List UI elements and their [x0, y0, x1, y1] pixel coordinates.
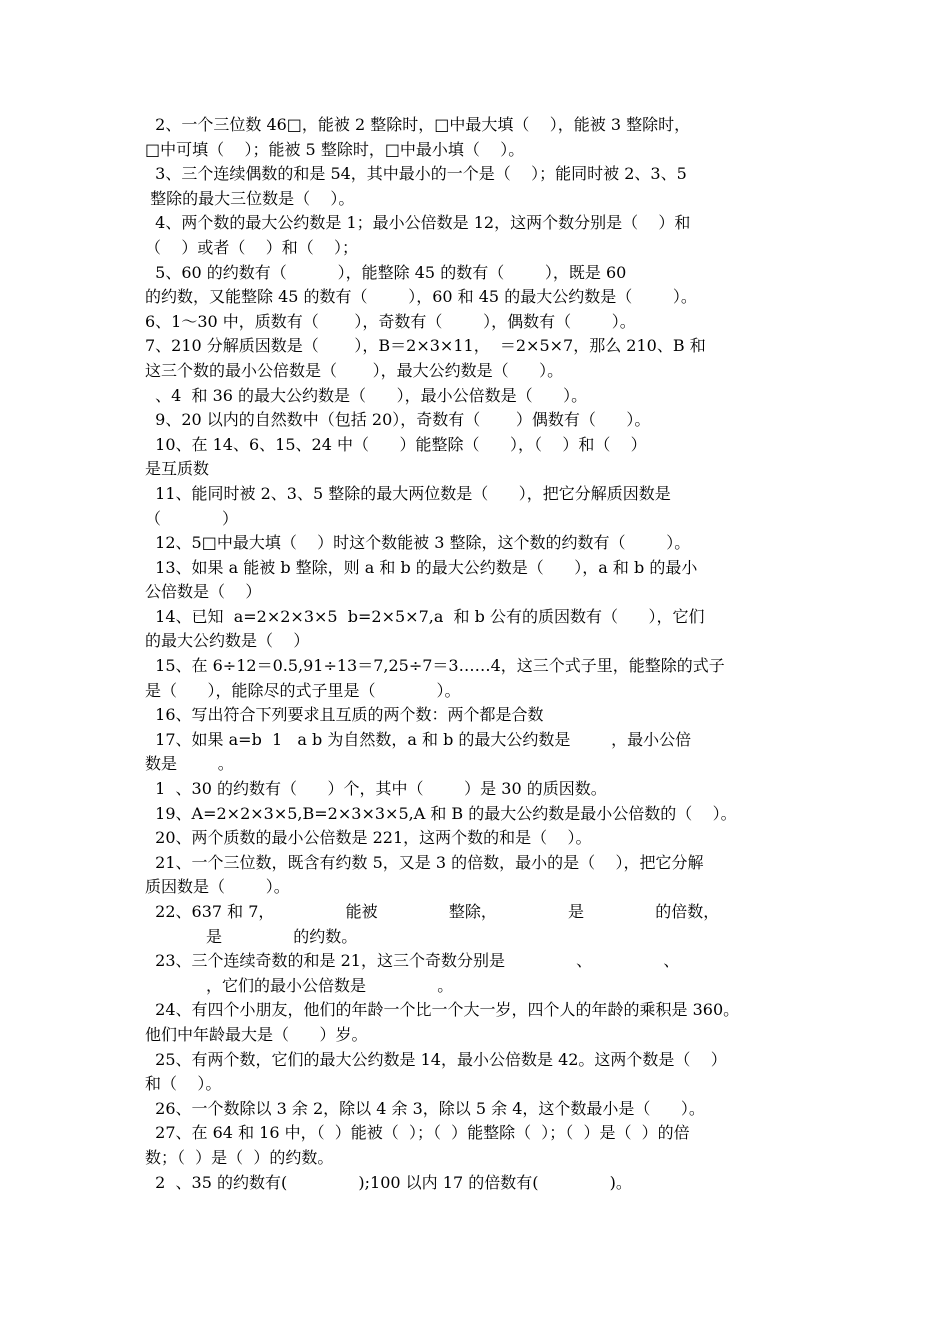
- text-line: 7、210 分解质因数是（ ），B＝2×3×11， ＝2×5×7，那么 210、B 和: [145, 336, 706, 356]
- text-line: 2 、35 的约数有( );100 以内 17 的倍数有( )。: [145, 1172, 632, 1192]
- text-line: 13、如果 a 能被 b 整除，则 a 和 b 的最大公约数是（ ），a 和 b 的最小: [145, 557, 698, 577]
- text-line: 是 的约数。: [145, 926, 358, 946]
- text-line: 27、在 64 和 16 中，（ ）能被（ ）；（ ）能整除（ ）；（ ）是（ ）的倍: [145, 1123, 690, 1143]
- text-line: 的约数，又能整除 45 的数有（ ），60 和 45 的最大公约数是（ ）。: [145, 287, 697, 307]
- text-line: 19、A=2×2×3×5,B=2×3×3×5,A 和 B 的最大公约数是最小公倍数的（ ）。: [145, 803, 737, 823]
- text-line: 6、1～30 中，质数有（ ），奇数有（ ），偶数有（ ）。: [145, 311, 636, 331]
- text-line: 这三个数的最小公倍数是（ ），最大公约数是（ ）。: [145, 360, 564, 380]
- text-line: 数是 。: [145, 754, 234, 774]
- text-line: 2、一个三位数 46□，能被 2 整除时，□中最大填（ ），能被 3 整除时，: [145, 115, 691, 134]
- text-line: 是互质数: [145, 459, 210, 479]
- text-line: 11、能同时被 2、3、5 整除的最大两位数是（ ），把它分解质因数是: [145, 483, 671, 503]
- text-line: 20、两个质数的最小公倍数是 221，这两个数的和是（ ）。: [145, 828, 592, 848]
- text-line: 10、在 14、6、15、24 中（ ）能整除（ ），（ ）和（ ）: [145, 434, 647, 454]
- exercise-list: [145, 113, 810, 1195]
- text-line: 是（ ），能除尽的式子里是（ ）。: [145, 680, 461, 700]
- text-line: 5、60 的约数有（ ），能整除 45 的数有（ ），既是 60: [145, 262, 627, 282]
- text-line: 3、三个连续偶数的和是 54，其中最小的一个是（ ）；能同时被 2、3、5: [145, 164, 687, 184]
- text-line: 21、一个三位数，既含有约数 5，又是 3 的倍数，最小的是（ ），把它分解: [145, 852, 704, 872]
- text-line: 、4 和 36 的最大公约数是（ ），最小公倍数是（ ）。: [145, 385, 588, 405]
- text-line: ，它们的最小公倍数是 。: [145, 975, 454, 995]
- text-line: 26、一个数除以 3 余 2，除以 4 余 3，除以 5 余 4，这个数最小是（ ）。: [145, 1098, 705, 1118]
- text-line: 23、三个连续奇数的和是 21，这三个奇数分别是 、 、: [145, 951, 680, 971]
- text-line: （ ）: [145, 508, 239, 528]
- text-line: 14、已知 a=2×2×3×5 b=2×5×7,a 和 b 公有的质因数有（ ），它们: [145, 606, 705, 626]
- text-line: 质因数是（ ）。: [145, 877, 290, 897]
- text-line: 公倍数是（ ）: [145, 582, 262, 602]
- text-line: 和（ ）。: [145, 1074, 222, 1094]
- text-line: 4、两个数的最大公约数是 1；最小公倍数是 12，这两个数分别是（ ）和: [145, 213, 691, 233]
- text-line: 12、5□中最大填（ ）时这个数能被 3 整除，这个数的约数有（ ）。: [145, 533, 691, 553]
- text-line: 的最大公约数是（ ）: [145, 631, 310, 651]
- text-line: 17、如果 a=b 1 a b 为自然数，a 和 b 的最大公约数是 ，最小公倍: [145, 729, 692, 749]
- text-line: （ ）或者（ ）和（ ）；: [145, 237, 359, 257]
- text-line: 22、637 和 7， 能被 整除， 是 的倍数，: [145, 902, 720, 921]
- text-line: 16、写出符合下列要求且互质的两个数：两个都是合数: [145, 705, 544, 725]
- text-line: 他们中年龄最大是（ ）岁。: [145, 1024, 368, 1044]
- text-line: 25、有两个数，它们的最大公约数是 14，最小公倍数是 42。这两个数是（ ）: [145, 1049, 727, 1069]
- text-line: 9、20 以内的自然数中（包括 20），奇数有（ ）偶数有（ ）。: [145, 410, 651, 430]
- text-line: 15、在 6÷12＝0.5,91÷13＝7,25÷7＝3……4，这三个式子里，能整除的式子: [145, 656, 725, 676]
- text-line: 1 、30 的约数有（ ）个，其中（ ）是 30 的质因数。: [145, 779, 607, 799]
- text-line: □中可填（ ）；能被 5 整除时，□中最小填（ ）。: [145, 139, 525, 159]
- text-line: 数；（ ）是（ ）的约数。: [145, 1147, 334, 1167]
- text-line: 24、有四个小朋友，他们的年龄一个比一个大一岁，四个人的年龄的乘积是 360。: [145, 1000, 740, 1020]
- text-line: 整除的最大三位数是（ ）。: [145, 188, 355, 208]
